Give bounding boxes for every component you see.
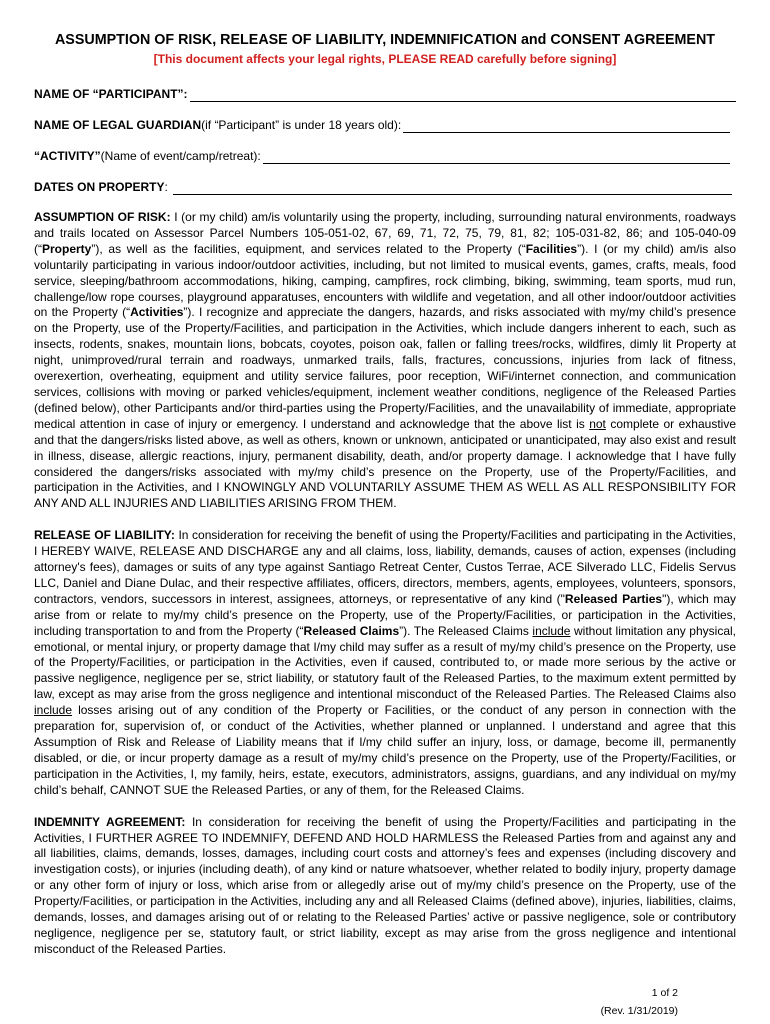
activity-field bbox=[34, 149, 736, 164]
activities-term: Activities bbox=[130, 305, 184, 320]
property-term: Property bbox=[42, 241, 92, 256]
facilities-term: Facilities bbox=[525, 241, 578, 256]
guardian-input-line[interactable] bbox=[403, 120, 730, 133]
indemnity-text: In consideration for receiving the benefit of using the Property/Facilities and participating in the Activities, I FURTHER AGREE TO INDEMNIFY, DEFEND AND HOLD HARMLESS the Released Parties from and against any and all liabilities, claims, demands, losses, damages, including court costs and attorney’s fees and expenses (including discovery and investigation costs), or injuries (including death), of any kind or nature whatsoever, whether related to bodily injury, property damage or any other form of injury or loss, which arise from or allegedly arise out of my/my child’s presence on the Property, use of the Property/Facilities, or participation in the Activities, including any and all Released Claims (defined above), injuries, liabilities, claims, demands, losses, and damages arising out of or relating to the Released Parties’ active or passive negligence, sole or contributory negligence, negligence per se, statutory fault, or strict liability, except as may arise from the gross negligence and intentional misconduct of the Released Parties. bbox=[34, 814, 736, 956]
document-title: ASSUMPTION OF RISK, RELEASE OF LIABILITY, INDEMNIFICATION and CONSENT AGREEMENT bbox=[54, 32, 716, 48]
revision-date: (Rev. 1/31/2019) bbox=[600, 1005, 678, 1017]
include-emphasis: include bbox=[532, 623, 571, 638]
document-page bbox=[34, 30, 736, 958]
dates-note: : bbox=[164, 180, 172, 194]
release-text: ”). The Released Claims bbox=[399, 623, 533, 638]
participant-field bbox=[34, 87, 736, 102]
activity-input-line[interactable] bbox=[263, 151, 730, 164]
guardian-field bbox=[34, 118, 736, 133]
release-of-liability-section bbox=[34, 528, 736, 798]
assumption-text: ”), as well as the facilities, equipment, and services related to the Property (“ bbox=[91, 241, 526, 256]
dates-label: DATES ON PROPERTY bbox=[34, 180, 165, 194]
guardian-label: NAME OF LEGAL GUARDIAN bbox=[34, 118, 202, 132]
participant-input-line[interactable] bbox=[190, 89, 736, 102]
release-text: without limitation any physical, emotional, or mental injury, or property damage that I/my child may suffer as a result of my/my child’s presence on the Property, use of the Property/Facilities, or participation in the Activities, even if caused, contributed to, or made more serious by the active or passive negligence, negligence per se, strict liability, or statutory fault of the Released Parties, to the maximum extent permitted by law, except as may arise from the gross negligence and intentional misconduct of the Released Parties. The Released Claims also bbox=[34, 623, 736, 702]
dates-field bbox=[34, 180, 736, 195]
released-parties-term: Released Parties bbox=[564, 591, 663, 606]
release-heading: RELEASE OF LIABILITY: bbox=[34, 528, 175, 543]
guardian-note: (if “Participant” is under 18 years old): bbox=[201, 118, 402, 132]
participant-label: NAME OF “PARTICIPANT”: bbox=[34, 87, 188, 101]
dates-input-line[interactable] bbox=[173, 182, 732, 195]
assumption-heading: ASSUMPTION OF RISK: bbox=[34, 210, 171, 224]
page-footer bbox=[601, 987, 678, 1018]
page-number: 1 of 2 bbox=[651, 987, 678, 999]
released-claims-term: Released Claims bbox=[303, 623, 400, 638]
assumption-text: complete or exhaustive and that the dangers/risks listed above, as well as others, known or unknown, anticipated or unanticipated, may also exist and result in illness, disease, allergic reactions, injury, permanent disability, death, and/or property damage. I acknowledge that I have fully considered the dangers/risks associated with my/my child’s presence on the Property, use of the Property/Facilities, and participation in the Activities, and I KNOWINGLY AND VOLUNTARILY ASSUME THEM AS WELL AS ALL RESPONSIBILITY FOR ANY AND ALL INJURIES AND LIABILITIES ARISING FROM THEM. bbox=[34, 416, 736, 511]
document-subtitle: [This document affects your legal rights, PLEASE READ carefully before signing] bbox=[153, 52, 617, 66]
assumption-text: ”). I recognize and appreciate the dangers, hazards, and risks associated with my/my child’s presence on the Property, use of the Property/Facilities, and participation in the Activities, which include dangers inherent to each, such as insects, rodents, snakes, mountain lions, bobcats, coyotes, poison oak, fallen or falling trees/rocks, wildfires, dimly lit Property at night, unimproved/rural terrain and roadways, unmarked trails, falls, fractures, concussions, injuries from lack of fitness, overexertion, overheating, equipment and utility service failures, poor reception, WiFi/internet connection, and communication services, collisions with moving or parked vehicles/equipment, inclement weather conditions, negligence of the Released Parties (defined below), other Participants and/or third-parties using the Property/Facilities, and the unavailability of immediate, appropriate medical attention in case of injury or emergency. I understand and acknowledge that the above list is bbox=[34, 305, 737, 431]
assumption-text: I (or my child) am/is voluntarily using the property, including, surrounding natural environments, roadways and trails located on Assessor Parcel Numbers 105-051-02, 67, 69, 71, 72, 75, 79, 81, 82; 105-031-82, 86; and 105-040-09 (“ bbox=[34, 210, 736, 256]
not-emphasis: not bbox=[589, 416, 606, 431]
include-emphasis: include bbox=[34, 703, 73, 718]
assumption-of-risk-section bbox=[34, 210, 736, 512]
indemnity-agreement-section bbox=[34, 815, 736, 958]
release-text: "), which may arise from or relate to my/my child’s presence on the Property, use of the Property/Facilities, or participation in the Activities, including transportation to and from the Property (“ bbox=[34, 591, 737, 638]
activity-note: (Name of event/camp/retreat): bbox=[100, 149, 261, 163]
activity-label: “ACTIVITY” bbox=[34, 149, 101, 163]
release-text: In consideration for receiving the benefit of using the Property/Facilities and participating in the Activities, I HEREBY WAIVE, RELEASE AND DISCHARGE any and all claims, loss, liability, demands, causes of action, expenses (including attorney's fees), damages or suits of any type against Santiago Retreat Center, Custos Terrae, ACE Silverado LLC, Fidelis Servus LLC, Daniel and Diane Dulac, and their respective affiliates, officers, directors, members, agents, employees, volunteers, sponsors, contractors, vendors, successors in interest, assignees, attorneys, or representative of any kind (" bbox=[34, 528, 736, 606]
release-text: losses arising out of any condition of the Property or Facilities, or the conduct of any person in connection with the preparation for, supervision of, or conduct of the Activities, whether planned or unplanned. I understand and agree that this Assumption of Risk and Release of Liability means that if I/my child suffer an injury, loss, or damage, become ill, permanently disabled, or die, or incur property damage as a result of my/my child’s presence on the Property, use of the Property/Facilities, or participation in the Activities, I, my family, heirs, estate, executors, administrators, assigns, guardians, and any individual on my/my child’s behalf, CANNOT SUE the Released Parties, or any of them, for the Released Claims. bbox=[34, 703, 736, 797]
indemnity-heading: INDEMNITY AGREEMENT: bbox=[34, 814, 186, 829]
assumption-text: ”). I (or my child) am/is also voluntarily participating in various indoor/outdoor activities, including, but not limited to musical events, games, crafts, meals, food service, sleeping/bathroom accommodations, hiking, camping, campfires, rock climbing, biking, swimming, team sports, mud run, challenge/low rope courses, playground apparatuses, encounters with wildlife and vegetation, and all other indoor/outdoor activities on the Property (“ bbox=[34, 241, 736, 320]
